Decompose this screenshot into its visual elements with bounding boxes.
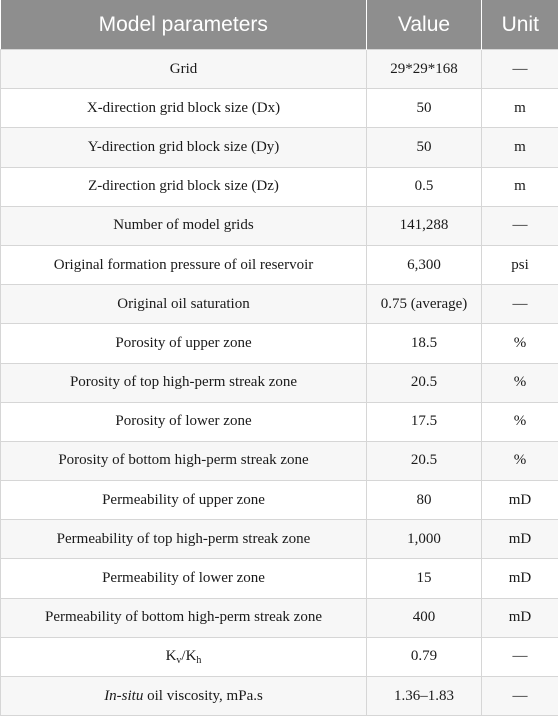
unit-cell: —	[482, 285, 558, 324]
value-cell: 15	[367, 559, 482, 598]
kv-k-symbol: K	[166, 648, 177, 664]
table-row	[1, 50, 558, 89]
unit-cell: mD	[482, 598, 558, 637]
unit-cell: m	[482, 89, 558, 128]
parameter-cell: Porosity of top high-perm streak zone	[1, 363, 367, 402]
table-row	[1, 245, 558, 284]
parameter-cell	[1, 677, 367, 716]
table-row	[1, 637, 558, 676]
parameter-cell: Porosity of lower zone	[1, 402, 367, 441]
ratio-slash: /	[181, 648, 185, 664]
parameter-cell: Z-direction grid block size (Dz)	[1, 167, 367, 206]
unit-cell: —	[482, 50, 558, 89]
parameter-cell: X-direction grid block size (Dx)	[1, 89, 367, 128]
parameter-cell: Porosity of upper zone	[1, 324, 367, 363]
unit-cell: —	[482, 677, 558, 716]
parameter-cell: Permeability of bottom high-perm streak zone	[1, 598, 367, 637]
value-cell: 20.5	[367, 363, 482, 402]
value-cell: 0.75 (average)	[367, 285, 482, 324]
unit-cell: %	[482, 441, 558, 480]
parameter-cell: Grid	[1, 50, 367, 89]
unit-cell: —	[482, 206, 558, 245]
parameter-cell: Number of model grids	[1, 206, 367, 245]
table-row	[1, 441, 558, 480]
kv-subscript: v	[176, 655, 181, 666]
unit-cell: %	[482, 324, 558, 363]
parameter-cell: Permeability of top high-perm streak zone	[1, 520, 367, 559]
header-value: Value	[367, 0, 482, 50]
value-cell: 1,000	[367, 520, 482, 559]
value-cell: 18.5	[367, 324, 482, 363]
kh-subscript: h	[196, 655, 201, 666]
unit-cell: m	[482, 128, 558, 167]
value-cell: 80	[367, 481, 482, 520]
table-row	[1, 167, 558, 206]
value-cell: 1.36–1.83	[367, 677, 482, 716]
table-row	[1, 324, 558, 363]
table-row	[1, 285, 558, 324]
value-cell: 29*29*168	[367, 50, 482, 89]
parameter-cell: Y-direction grid block size (Dy)	[1, 128, 367, 167]
parameter-cell: Porosity of bottom high-perm streak zone	[1, 441, 367, 480]
value-cell: 50	[367, 128, 482, 167]
kh-k-symbol: K	[186, 648, 197, 664]
table-row	[1, 598, 558, 637]
unit-cell: psi	[482, 245, 558, 284]
value-cell: 400	[367, 598, 482, 637]
unit-cell: mD	[482, 559, 558, 598]
table-row	[1, 363, 558, 402]
table-row	[1, 206, 558, 245]
unit-cell: %	[482, 402, 558, 441]
value-cell: 0.5	[367, 167, 482, 206]
header-row	[1, 0, 558, 50]
value-cell: 0.79	[367, 637, 482, 676]
parameter-cell: Permeability of lower zone	[1, 559, 367, 598]
unit-cell: mD	[482, 520, 558, 559]
table-row	[1, 677, 558, 716]
unit-cell: %	[482, 363, 558, 402]
table-row	[1, 481, 558, 520]
parameter-cell: Original oil saturation	[1, 285, 367, 324]
in-situ-italic: In-situ	[104, 688, 143, 704]
table-row	[1, 559, 558, 598]
table-row	[1, 520, 558, 559]
table-row	[1, 402, 558, 441]
viscosity-label: oil viscosity, mPa.s	[143, 688, 262, 704]
table-row	[1, 128, 558, 167]
unit-cell: m	[482, 167, 558, 206]
value-cell: 141,288	[367, 206, 482, 245]
parameter-cell: Original formation pressure of oil reservoir	[1, 245, 367, 284]
parameter-cell: Permeability of upper zone	[1, 481, 367, 520]
parameter-cell	[1, 637, 367, 676]
unit-cell: —	[482, 637, 558, 676]
header-model-parameters: Model parameters	[1, 0, 367, 50]
value-cell: 50	[367, 89, 482, 128]
table-row	[1, 89, 558, 128]
value-cell: 20.5	[367, 441, 482, 480]
unit-cell: mD	[482, 481, 558, 520]
header-unit: Unit	[482, 0, 558, 50]
value-cell: 17.5	[367, 402, 482, 441]
value-cell: 6,300	[367, 245, 482, 284]
